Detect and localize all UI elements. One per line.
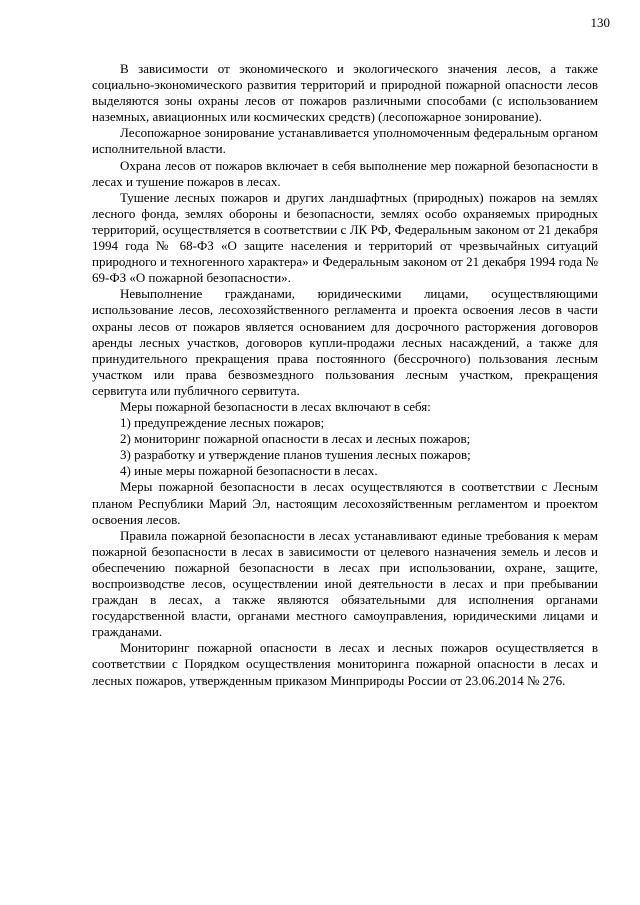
list-item: 3) разработку и утверждение планов тушения лесных пожаров;: [120, 447, 471, 463]
paragraph: Мониторинг пожарной опасности в лесах и лесных пожаров осуществляется в соответствии с Порядком осуществления мониторинга пожарной опасности в лесах и лесных пожаров, утвержденным приказом Минприроды России от 23.06.2014 № 276.: [92, 640, 598, 688]
list-item: 4) иные меры пожарной безопасности в лесах.: [120, 463, 378, 479]
paragraph: Охрана лесов от пожаров включает в себя выполнение мер пожарной безопасности в лесах и тушение пожаров в лесах.: [92, 157, 598, 189]
paragraph: Лесопожарное зонирование устанавливается уполномоченным федеральным органом исполнительной власти.: [92, 125, 598, 157]
document-body: [92, 61, 598, 689]
paragraph: Меры пожарной безопасности в лесах осуществляются в соответствии с Лесным планом Республики Марий Эл, настоящим лесохозяйственным регламентом и проектом освоения лесов.: [92, 479, 598, 527]
list-item: 1) предупреждение лесных пожаров;: [120, 415, 325, 431]
page-number: 130: [590, 15, 610, 30]
list-intro: Меры пожарной безопасности в лесах включают в себя:: [120, 398, 431, 414]
paragraph: В зависимости от экономического и экологического значения лесов, а также социально-экономического развития территорий и природной пожарной опасности лесов выделяются зоны охраны лесов от пожаров различными способами (с использованием наземных, авиационных или космических средств) (лесопожарное зонирование).: [92, 61, 598, 125]
paragraph: Невыполнение гражданами, юридическими лицами, осуществляющими использование лесов, лесохозяйственного регламента и проекта освоения лесов в части охраны лесов от пожаров является основанием для досрочного расторжения договоров аренды лесных участков, договоров купли-продажи лесных насаждений, а также для принудительного прекращения права постоянного (бессрочного) пользования лесным участком или права безвозмездного пользования лесным участком, прекращения сервитута или публичного сервитута.: [92, 286, 598, 398]
list-item: 2) мониторинг пожарной опасности в лесах и лесных пожаров;: [120, 431, 471, 447]
paragraph: Правила пожарной безопасности в лесах устанавливают единые требования к мерам пожарной безопасности в лесах в зависимости от целевого назначения земель и лесов и обеспечению пожарной безопасности в лесах при использовании, охране, защите, воспроизводстве лесов, осуществлении иной деятельности в лесах и при пребывании граждан в лесах, а также являются обязательными для исполнения органами государственной власти, органами местного самоуправления, юридическими лицами и гражданами.: [92, 527, 598, 640]
paragraph: Тушение лесных пожаров и других ландшафтных (природных) пожаров на землях лесного фонда, землях обороны и безопасности, землях особо охраняемых природных территорий, осуществляется в соответствии с ЛК РФ, Федеральным законом от 21 декабря 1994 года № 68-ФЗ «О защите населения и территорий от чрезвычайных ситуаций природного и техногенного характера» и Федеральным законом от 21 декабря 1994 года № 69-ФЗ «О пожарной безопасности».: [92, 189, 598, 286]
